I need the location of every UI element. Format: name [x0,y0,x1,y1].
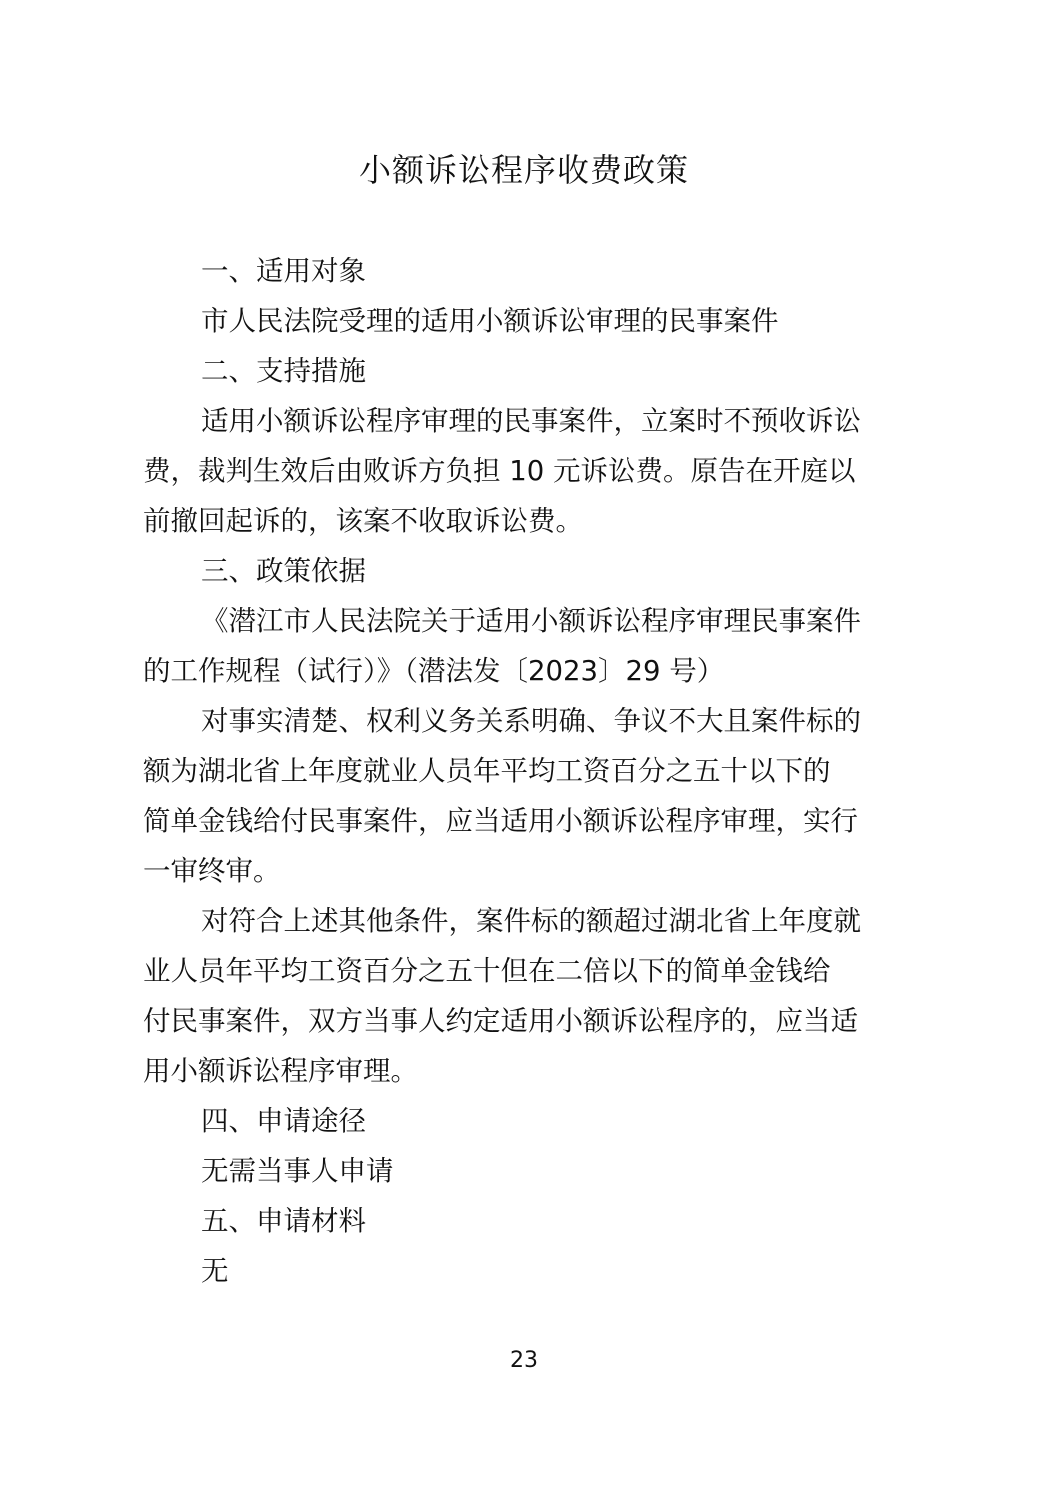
document-title: 小额诉讼程序收费政策 [358,151,689,189]
body-line: 用小额诉讼程序审理。 [143,1055,418,1087]
body-line: 业人员年平均工资百分之五十但在二倍以下的简单金钱给 [143,955,831,987]
body-line: 的工作规程（试行）》（潜法发〔2023〕29 号） [143,655,725,687]
body-line: 对事实清楚、权利义务关系明确、争议不大且案件标的 [201,705,861,737]
body-line: 适用小额诉讼程序审理的民事案件，立案时不预收诉讼 [201,405,861,437]
body-line: 市人民法院受理的适用小额诉讼审理的民事案件 [201,305,779,337]
body-line: 一、适用对象 [201,255,366,287]
body-line: 三、政策依据 [201,555,366,587]
body-line: 二、支持措施 [201,355,366,387]
body-line: 额为湖北省上年度就业人员年平均工资百分之五十以下的 [143,755,831,787]
body-line: 无 [201,1255,229,1287]
body-line: 对符合上述其他条件，案件标的额超过湖北省上年度就 [201,905,861,937]
body-line: 《潜江市人民法院关于适用小额诉讼程序审理民事案件 [201,605,861,637]
document-body [143,246,913,1296]
body-line: 五、申请材料 [201,1205,366,1237]
body-line: 无需当事人申请 [201,1155,394,1187]
body-line: 前撤回起诉的，该案不收取诉讼费。 [143,505,583,537]
body-line: 四、申请途径 [201,1105,366,1137]
body-line: 付民事案件，双方当事人约定适用小额诉讼程序的，应当适 [143,1005,858,1037]
page-number: 23 [510,1348,538,1373]
body-line: 简单金钱给付民事案件，应当适用小额诉讼程序审理，实行 [143,805,858,837]
body-line: 费，裁判生效后由败诉方负担 10 元诉讼费。原告在开庭以 [143,455,856,487]
body-line: 一审终审。 [143,855,281,887]
